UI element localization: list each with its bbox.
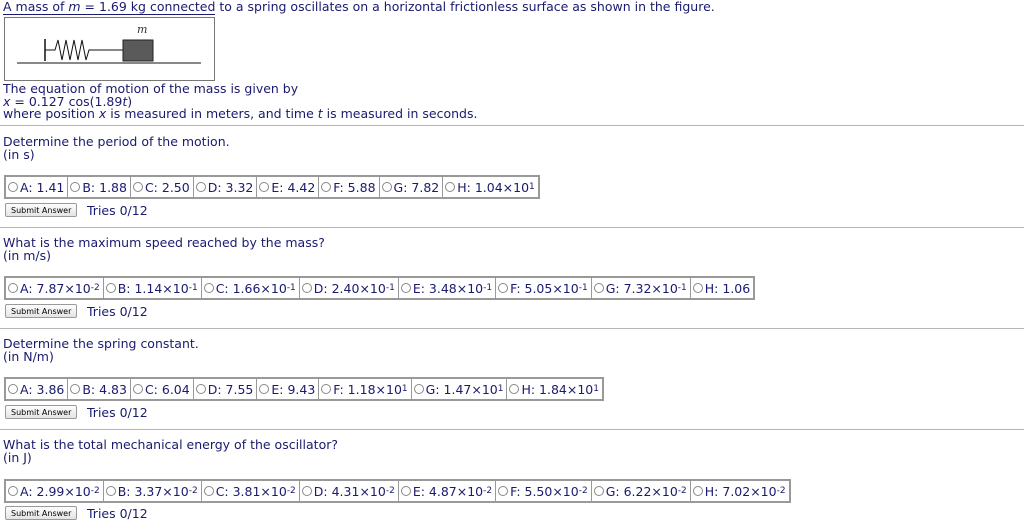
radio-button[interactable]: [196, 384, 206, 394]
choice-option[interactable]: [5, 378, 68, 400]
choice-option[interactable]: A: 2.99×10 -2: [5, 480, 104, 502]
radio-button[interactable]: [401, 283, 411, 293]
question-4-submit-button[interactable]: Submit Answer: [5, 506, 77, 520]
radio-button[interactable]: [302, 283, 312, 293]
radio-button[interactable]: [8, 182, 18, 192]
choice-option[interactable]: H: 1.04×10 1: [442, 176, 539, 198]
radio-button[interactable]: [594, 486, 604, 496]
choice-option[interactable]: G: 6.22×10 -2: [591, 480, 691, 502]
choice-label: C: 3.81×10: [215, 483, 287, 499]
choice-option[interactable]: D: 4.31×10 -2: [299, 480, 399, 502]
radio-button[interactable]: [693, 486, 703, 496]
radio-button[interactable]: [321, 384, 331, 394]
choice-label: E: 4.42: [271, 179, 316, 195]
choice-option[interactable]: H: 1.84×10 1: [506, 378, 603, 400]
divider: [0, 227, 1024, 228]
choice-option[interactable]: [67, 378, 131, 400]
mass-block: [123, 40, 153, 61]
choice-option[interactable]: [379, 176, 444, 198]
radio-button[interactable]: [8, 384, 18, 394]
choice-option[interactable]: B: 3.37×10 -2: [103, 480, 202, 502]
choice-label: H: 1.04×10: [457, 179, 530, 195]
radio-button[interactable]: [204, 486, 214, 496]
choice-option[interactable]: [193, 176, 258, 198]
radio-button[interactable]: [414, 384, 424, 394]
question-3-unit: (in N/m): [3, 349, 54, 364]
choice-label: A: 3.86: [20, 381, 65, 397]
divider: [0, 125, 1024, 126]
choice-option[interactable]: [193, 378, 258, 400]
radio-button[interactable]: [196, 182, 206, 192]
choice-option[interactable]: [256, 378, 319, 400]
statement-underline: [3, 14, 215, 15]
problem-statement: A mass of m = 1.69 kg connected to a spring oscillates on a horizontal frictionless surface as shown in the figure.: [3, 0, 715, 14]
radio-button[interactable]: [70, 384, 80, 394]
question-2-submit-button[interactable]: Submit Answer: [5, 304, 77, 318]
choice-option[interactable]: E: 4.87×10 -2: [398, 480, 496, 502]
choice-label: C: 6.04: [144, 381, 190, 397]
choice-label: F: 1.18×10: [333, 381, 402, 397]
spring-mass-diagram: [5, 18, 214, 80]
choice-option[interactable]: B: 1.14×10 -1: [103, 277, 202, 299]
choice-option[interactable]: D: 2.40×10 -1: [299, 277, 399, 299]
question-4-choices: [4, 479, 791, 503]
choice-label: D: 3.32: [207, 179, 254, 195]
radio-button[interactable]: [401, 486, 411, 496]
radio-button[interactable]: [302, 486, 312, 496]
radio-button[interactable]: [106, 283, 116, 293]
question-4-unit: (in J): [3, 450, 32, 465]
choice-label: F: 5.05×10: [510, 280, 579, 296]
radio-button[interactable]: [133, 384, 143, 394]
choice-label: C: 1.66×10: [215, 280, 287, 296]
radio-button[interactable]: [693, 283, 703, 293]
choice-label: A: 2.99×10: [20, 483, 91, 499]
equation-of-motion: x = 0.127 cos(1.89t): [3, 94, 133, 109]
choice-label: D: 7.55: [207, 381, 254, 397]
choice-option[interactable]: [5, 176, 68, 198]
question-2-prompt: What is the maximum speed reached by the mass?: [3, 235, 325, 250]
choice-label: E: 4.87×10: [412, 483, 484, 499]
choice-label: B: 1.88: [82, 179, 127, 195]
question-3-choices: [4, 377, 604, 401]
radio-button[interactable]: [259, 384, 269, 394]
choice-option[interactable]: C: 1.66×10 -1: [201, 277, 300, 299]
equation-intro: The equation of motion of the mass is given by: [3, 81, 299, 96]
radio-button[interactable]: [8, 283, 18, 293]
radio-button[interactable]: [509, 384, 519, 394]
choice-label: G: 1.47×10: [425, 381, 498, 397]
question-2-tries: Tries 0/12: [87, 304, 148, 319]
choice-option[interactable]: F: 5.05×10 -1: [495, 277, 592, 299]
radio-button[interactable]: [445, 182, 455, 192]
radio-button[interactable]: [204, 283, 214, 293]
question-2-unit: (in m/s): [3, 248, 52, 263]
choice-label: G: 6.22×10: [605, 483, 678, 499]
radio-button[interactable]: [133, 182, 143, 192]
question-1-submit-button[interactable]: Submit Answer: [5, 203, 77, 217]
figure-mass-label: m: [137, 23, 148, 36]
question-4-prompt: What is the total mechanical energy of the oscillator?: [3, 437, 338, 452]
var-m: m: [68, 0, 81, 14]
choice-label: G: 7.32×10: [605, 280, 678, 296]
choice-label: A: 7.87×10: [20, 280, 91, 296]
spring: [45, 40, 123, 60]
choice-label: H: 7.02×10: [704, 483, 777, 499]
choice-label: H: 1.06: [704, 280, 751, 296]
choice-option[interactable]: [130, 378, 194, 400]
question-3-prompt: Determine the spring constant.: [3, 336, 199, 351]
radio-button[interactable]: [8, 486, 18, 496]
choice-option[interactable]: [318, 176, 379, 198]
choice-option[interactable]: [67, 176, 131, 198]
spring-mass-figure: [4, 17, 215, 81]
radio-button[interactable]: [382, 182, 392, 192]
radio-button[interactable]: [321, 182, 331, 192]
divider: [0, 429, 1024, 430]
choice-option[interactable]: C: 3.81×10 -2: [201, 480, 300, 502]
question-1-unit: (in s): [3, 147, 35, 162]
question-2-choices: [4, 276, 755, 300]
radio-button[interactable]: [106, 486, 116, 496]
choice-option[interactable]: [130, 176, 194, 198]
choice-label: B: 1.14×10: [117, 280, 189, 296]
question-1-choices: [4, 175, 540, 199]
choice-option[interactable]: G: 7.32×10 -1: [591, 277, 691, 299]
choice-label: B: 3.37×10: [117, 483, 189, 499]
choice-option[interactable]: G: 1.47×10 1: [411, 378, 508, 400]
choice-option[interactable]: [690, 277, 754, 299]
choice-label: C: 2.50: [144, 179, 190, 195]
choice-label: B: 4.83: [82, 381, 127, 397]
choice-label: F: 5.50×10: [510, 483, 579, 499]
question-1-prompt: Determine the period of the motion.: [3, 134, 230, 149]
question-4-tries: Tries 0/12: [87, 506, 148, 521]
question-3-submit-button[interactable]: Submit Answer: [5, 405, 77, 419]
choice-option[interactable]: E: 3.48×10 -1: [398, 277, 496, 299]
choice-label: F: 5.88: [333, 179, 376, 195]
radio-button[interactable]: [70, 182, 80, 192]
radio-button[interactable]: [498, 486, 508, 496]
divider: [0, 328, 1024, 329]
units-note: where position x is measured in meters, and time t is measured in seconds.: [3, 106, 478, 121]
choice-option[interactable]: F: 5.50×10 -2: [495, 480, 592, 502]
radio-button[interactable]: [594, 283, 604, 293]
question-3-tries: Tries 0/12: [87, 405, 148, 420]
choice-option[interactable]: H: 7.02×10 -2: [690, 480, 790, 502]
choice-label: A: 1.41: [20, 179, 65, 195]
choice-label: E: 9.43: [271, 381, 316, 397]
radio-button[interactable]: [498, 283, 508, 293]
question-1-tries: Tries 0/12: [87, 203, 148, 218]
choice-label: D: 4.31×10: [313, 483, 386, 499]
choice-label: G: 7.82: [393, 179, 440, 195]
choice-option[interactable]: F: 1.18×10 1: [318, 378, 411, 400]
choice-option[interactable]: [256, 176, 319, 198]
choice-option[interactable]: A: 7.87×10 -2: [5, 277, 104, 299]
choice-label: D: 2.40×10: [313, 280, 386, 296]
choice-label: H: 1.84×10: [521, 381, 594, 397]
radio-button[interactable]: [259, 182, 269, 192]
choice-label: E: 3.48×10: [412, 280, 484, 296]
